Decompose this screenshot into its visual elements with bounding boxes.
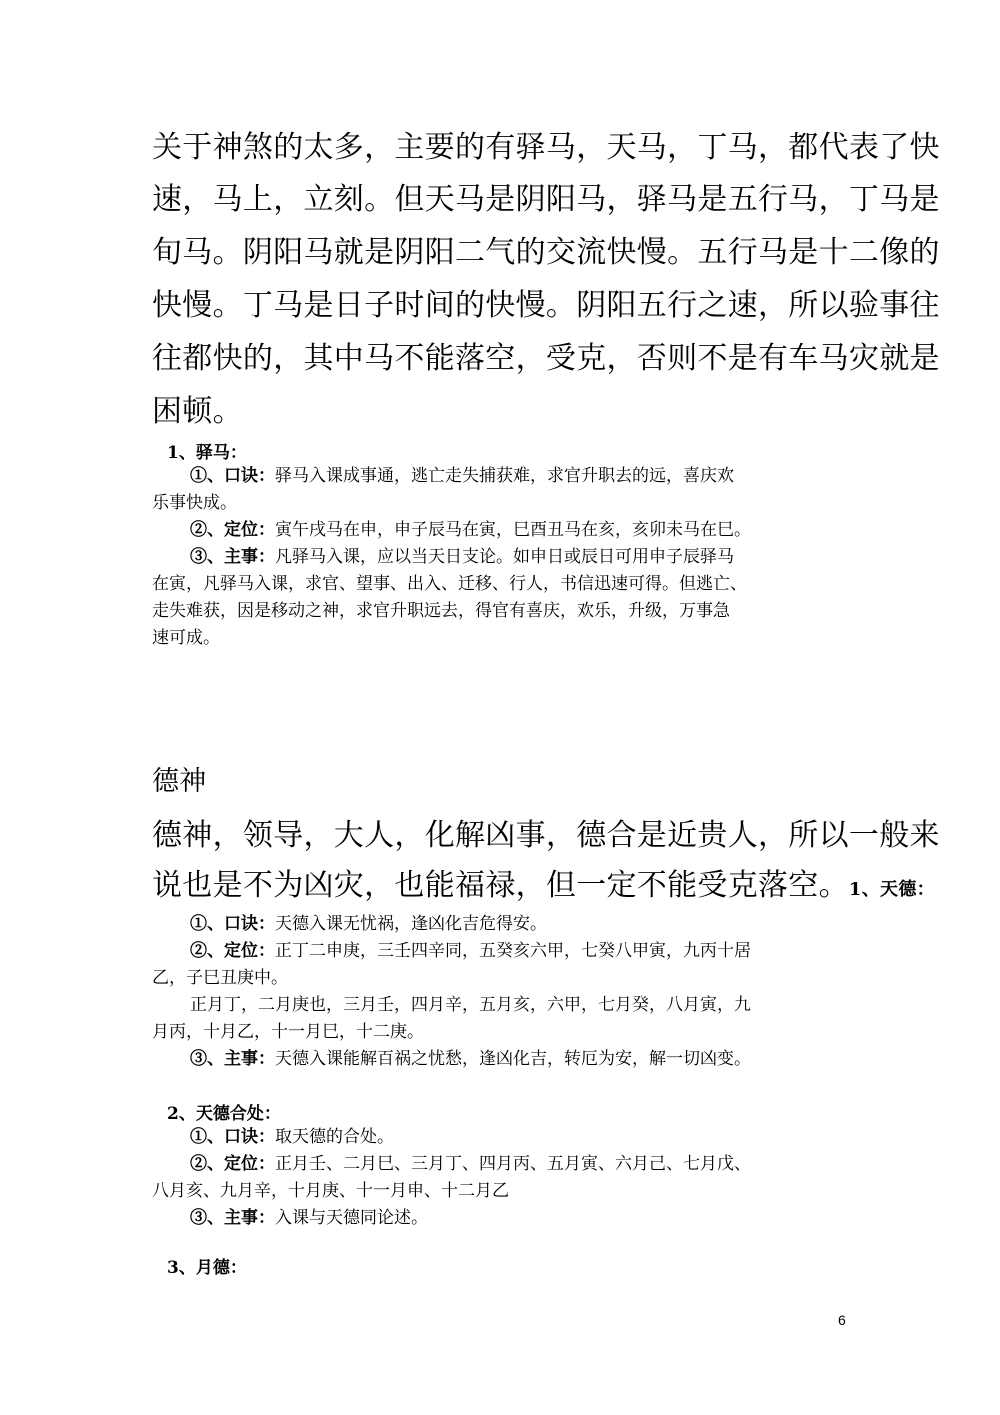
intro-line-5: 往都快的，其中马不能落空，受克，否则不是有车马灾就是 [152,341,940,376]
yima-koujue [190,463,734,490]
yima-koujue-text: 驿马入课成事通，逃亡走失捕获难，求官升职去的远，喜庆欢 [275,466,734,486]
intro-line-4: 快慢。丁马是日子时间的快慢。阴阳五行之速，所以验事往 [152,288,940,323]
yima-zhushi [190,544,734,571]
tiandehe-zhushi [190,1205,428,1232]
tiande-dingwei-label: ②、定位： [190,941,275,961]
tiandehe-heading: 2、天德合处： [167,1104,281,1124]
yima-dingwei-text: 寅午戌马在申，申子辰马在寅，巳酉丑马在亥，亥卯未马在巳。 [275,520,751,540]
deshen-line-2-text: 说也是不为凶灾，也能福禄，但一定不能受克落空。 [152,868,849,903]
deshen-line-1: 德神，领导，大人，化解凶事，德合是近贵人，所以一般来 [152,818,940,853]
intro-line-3: 旬马。阴阳马就是阴阳二气的交流快慢。五行马是十二像的 [152,235,940,270]
tiande-zhushi [190,1046,751,1073]
page-number: 6 [838,1312,846,1328]
tiande-koujue-label: ①、口诀： [190,914,275,934]
yima-koujue-label: ①、口诀： [190,466,275,486]
intro-line-1: 关于神煞的太多，主要的有驿马，天马，丁马，都代表了快 [152,130,940,165]
tiandehe-koujue [190,1124,394,1151]
tiandehe-dingwei-label: ②、定位： [190,1154,275,1174]
tiande-heading: 1、天德： [848,879,935,900]
tiandehe-zhushi-text: 入课与天德同论述。 [275,1208,428,1228]
tiande-zhushi-text: 天德入课能解百祸之忧愁，逢凶化吉，转厄为安，解一切凶变。 [275,1049,751,1069]
yuede-heading: 3、月德： [167,1258,247,1278]
intro-line-2: 速，马上，立刻。但天马是阴阳马，驿马是五行马，丁马是 [152,182,940,217]
deshen-line-2 [152,866,935,910]
yima-koujue-cont: 乐事快成。 [152,493,237,513]
yima-zhushi-cont-1: 在寅，凡驿马入课，求官、望事、出入、迁移、行人，书信迅速可得。但逃亡、 [152,574,747,594]
yima-zhushi-text: 凡驿马入课，应以当天日支论。如申日或辰日可用申子辰驿马 [275,547,734,567]
yima-dingwei-label: ②、定位： [190,520,275,540]
yima-heading: 1、驿马： [167,443,247,463]
yima-zhushi-label: ③、主事： [190,547,275,567]
intro-line-6: 困顿。 [152,394,243,429]
tiandehe-koujue-text: 取天德的合处。 [275,1127,394,1147]
tiande-koujue-text: 天德入课无忧祸，逢凶化吉危得安。 [275,914,547,934]
tiande-zhushi-label: ③、主事： [190,1049,275,1069]
tiandehe-koujue-label: ①、口诀： [190,1127,275,1147]
tiandehe-dingwei-text: 正月壬、二月巳、三月丁、四月丙、五月寅、六月己、七月戊、 [275,1154,751,1174]
yima-dingwei [190,517,751,544]
deshen-title: 德神 [152,766,207,797]
tiande-dingwei-text: 正丁二申庚，三壬四辛同，五癸亥六甲，七癸八甲寅，九丙十居 [275,941,751,961]
tiandehe-zhushi-label: ③、主事： [190,1208,275,1228]
tiande-dingwei-cont: 乙，子巳丑庚中。 [152,968,288,988]
yima-zhushi-cont-2: 走失难获，因是移动之神，求官升职远去，得官有喜庆，欢乐，升级，万事急 [152,601,730,621]
tiande-koujue [190,911,547,938]
tiande-month-1: 正月丁，二月庚也，三月壬，四月辛，五月亥，六甲，七月癸，八月寅，九 [190,995,751,1015]
yima-zhushi-cont-3: 速可成。 [152,628,220,648]
tiande-month-2: 月丙，十月乙，十一月巳，十二庚。 [152,1022,424,1042]
tiande-dingwei [190,938,751,965]
tiandehe-dingwei [190,1151,751,1178]
tiandehe-dingwei-cont: 八月亥、九月辛，十月庚、十一月申、十二月乙 [152,1181,509,1201]
